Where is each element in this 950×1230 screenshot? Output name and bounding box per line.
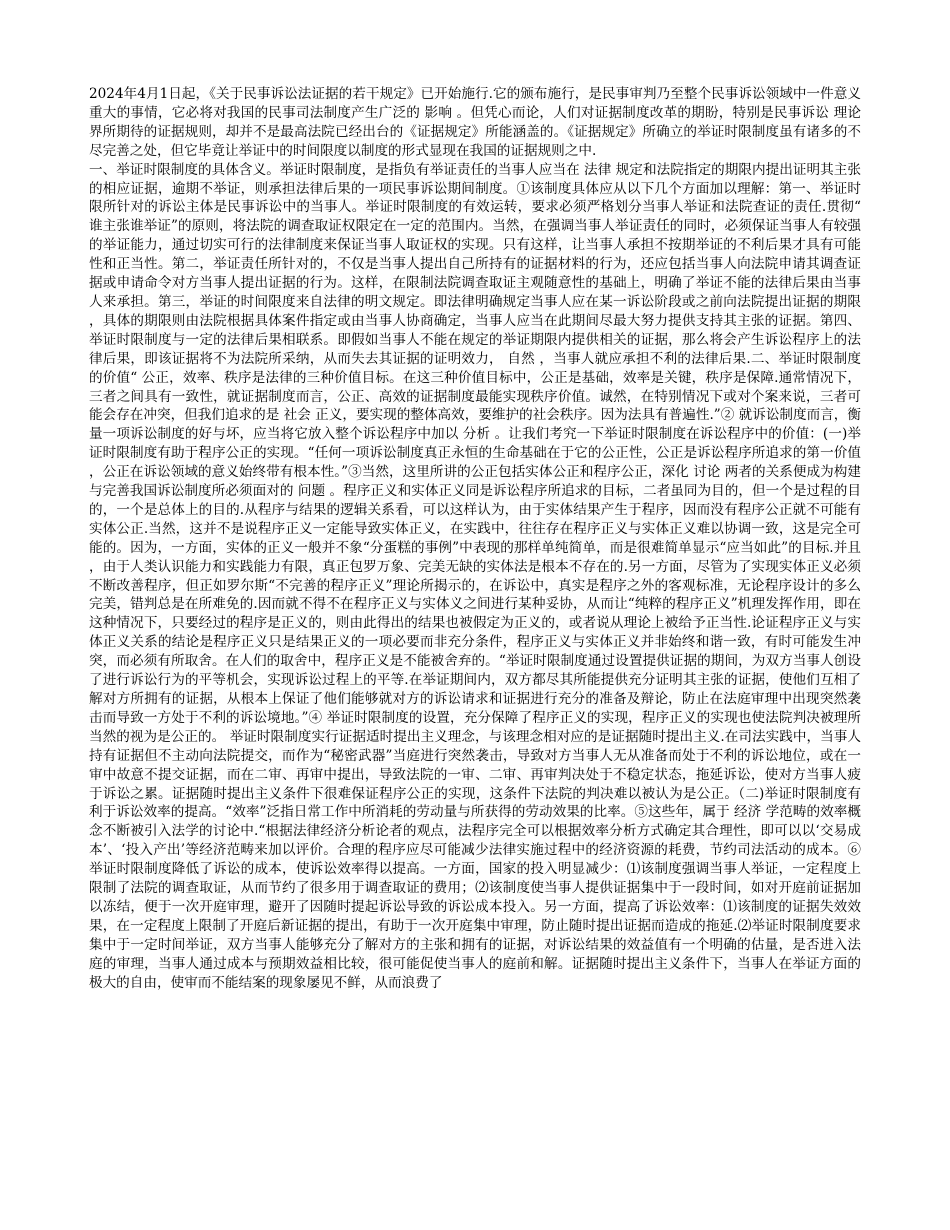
body-paragraph: 一、举证时限制度的具体含义。举证时限制度，是指负有举证责任的当事人应当在 法律 规定和法院指定的期限内提出证明其主张的相应证据，逾期不举证，则承担法律后果的一项民事诉讼期间制度。①该制度具体应从以下几个方面加以理解：第一、举证时限所针对的诉讼主体是民事诉讼中的当事人。举证时限制度的有效运转，要求必须严格划分当事人举证和法院查证的责任.贯彻“谁主张谁举证”的原则，将法院的调查取证权限定在一定的范围内。当然，在强调当事人举证责任的同时，必须保证当事人有较强的举证能力，通过切实可行的法律制度来保证当事人取证权的实现。只有这样，让当事人承担不按期举证的不利后果才具有可能性和正当性。第二，举证责任所针对的，不仅是当事人提出自己所持有的证据材料的行为，还应包括当事人向法院申请其调查证据或申请命令对方当事人提出证据的行为。这样，在限制法院调查取证主观随意性的基础上，明确了举证不能的法律后果由当事人来承担。第三，举证的时间限度来自法律的明文规定。即法律明确规定当事人应在某一诉讼阶段或之前向法院提出证据的期限，具体的期限则由法院根据具体案件指定或由当事人协商确定，当事人应当在此期间尽最大努力提供支持其主张的证据。第四、举证时限制度与一定的法律后果相联系。即假如当事人不能在规定的举证期限内提供相关的证据，那么将会产生诉讼程序上的法律后果，即该证据将不为法院所采纳，从而失去其证据的证明效力， 自然 ，当事人就应承担不利的法律后果.二、举证时限制度的价值“ 公正，效率、秩序是法律的三种价值目标。在这三种价值目标中，公正是基础，效率是关键，秩序是保障.通常情况下，三者之间具有一致性，就证据制度而言，公正、高效的证据制度最能实现秩序价值。诚然，在特别情况下或对个案来说，三者可能会存在冲突，但我们追求的是 社会 正义，要实现的整体高效，要维护的社会秩序。因为法具有普遍性.”② 就诉讼制度而言，衡量一项诉讼制度的好与坏，应当将它放入整个诉讼程序中加以 分析 。让我们考究一下举证时限制度在诉讼程序中的价值：(一)举证时限制度有助于程序公正的实现。“任何一项诉讼制度真正永恒的生命基础在于它的公正性，公正是诉讼程序所追求的第一价值，公正在诉讼领域的意义始终带有根本性。”③当然，这里所讲的公正包括实体公正和程序公正，深化 讨论 两者的关系便成为构建与完善我国诉讼制度所必须面对的 问题 。程序正义和实体正义同是诉讼程序所追求的目标，二者虽同为目的，但一个是过程的目的，一个是总体上的目的.从程序与结果的逻辑关系看，可以这样认为，由于实体结果产生于程序，因而没有程序公正就不可能有实体公正.当然，这并不是说程序正义一定能导致实体正义，在实践中，往往存在程序正义与实体正义难以协调一致，这是完全可能的。因为，一方面，实体的正义一般并不象“分蛋糕的事例”中表现的那样单纯简单，而是很难简单显示“应当如此”的目标.并且，由于人类认识能力和实践能力有限，真正包罗万象、完美无缺的实体法是根本不存在的.另一方面，尽管为了实现实体正义必须不断改善程序，但正如罗尔斯“不完善的程序正义”理论所揭示的，在诉讼中，真实是程序之外的客观标准，无论程序设计的多么完美，错判总是在所难免的.因而就不得不在程序正义与实体义之间进行某种妥协，从而让“纯粹的程序正义”机理发挥作用，即在这种情况下，只要经过的程序是正义的，则由此得出的结果也被假定为正义的，或者说从理论上被给予正当性.论证程序正义与实体正义关系的结论是程序正义只是结果正义的一项必要而非充分条件，程序正义与实体正义并非始终和谐一致，有时可能发生冲突，而必须有所取舍。在人们的取舍中，程序正义是不能被舍弃的。“举证时限制度通过设置提供证据的期间，为双方当事人创设了进行诉讼行为的平等机会，实现诉讼过程上的平等.在举证期间内，双方都尽其所能提供充分证明其主张的证据，使他们互相了解对方所拥有的证据，从根本上保证了他们能够就对方的诉讼请求和证据进行充分的准备及辩论，防止在法庭审理中出现突然袭击而导致一方处于不利的诉讼境地。”④ 举证时限制度的设置，充分保障了程序正义的实现，程序正义的实现也使法院判决被理所当然的视为是公正的。 举证时限制度实行证据适时提出主义理念，与该理念相对应的是证据随时提出主义.在司法实践中，当事人持有证据但不主动向法院提交，而作为“秘密武器”当庭进行突然袭击，导致对方当事人无从准备而处于不利的诉讼地位，或在一审中故意不提交证据，而在二审、再审中提出，导致法院的一审、二审、再审判决处于不稳定状态，拖延诉讼，使对方当事人疲于诉讼之累。证据随时提出主义条件下很难保证程序公正的实现，这条件下法院的判决难以被认为是公正。（二)举证时限制度有利于诉讼效率的提高。“效率”泛指日常工作中所消耗的劳动量与所获得的劳动效果的比率。⑤这些年，属于 经济 学范畴的效率概念不断被引入法学的讨论中.“根据法律经济分析论者的观点，法程序完全可以根据效率分析方式确定其合理性，即可以以‘交易成本’、‘投入产出’等经济范畴来加以评价。合理的程序应尽可能减少法律实施过程中的经济资源的耗费，节约司法活动的成本。⑥举证时限制度降低了诉讼的成本，使诉讼效率得以提高。一方面，国家的投入明显减少：⑴该制度强调当事人举证，一定程度上限制了法院的调查取证，从而节约了很多用于调查取证的费用；⑵该制度使当事人提供证据集中于一段时间，如对开庭前证据加以冻结，便于一次开庭审理，避开了因随时提起诉讼导致的诉讼成本投入。另一方面，提高了诉讼效率：⑴该制度的证据失效效果，在一定程度上限制了开庭后新证据的提出，有助于一次开庭集中审理，防止随时提出证据而造成的拖延.⑵举证时限制度要求集中于一定时间举证，双方当事人能够充分了解对方的主张和拥有的证据，对诉讼结果的效益值有一个明确的估量，是否进入法庭的审理，当事人通过成本与预期效益相比较，很可能促使当事人的庭前和解。证据随时提出主义条件下，当事人在举证方面的极大的自由，使审而不能结案的现象屡见不鲜，从而浪费了 — [89, 161, 861, 991]
document-body — [89, 85, 861, 993]
intro-paragraph: 2024年4月1日起，《关于民事诉讼法证据的若干规定》已开始施行.它的颁布施行，是民事审判乃至整个民事诉讼领域中一件意义重大的事情，它必将对我国的民事司法制度产生广泛的 影响 。但凭心而论，人们对证据制度改革的期盼，特别是民事诉讼 理论 界所期待的证据规则，却并不是最高法院已经出台的《证据规定》所能涵盖的。《证据规定》所确立的举证时限制度虽有诸多的不尽完善之处，但它毕竟让举证中的时间限度以制度的形式显现在我国的证据规则之中. — [89, 86, 861, 159]
